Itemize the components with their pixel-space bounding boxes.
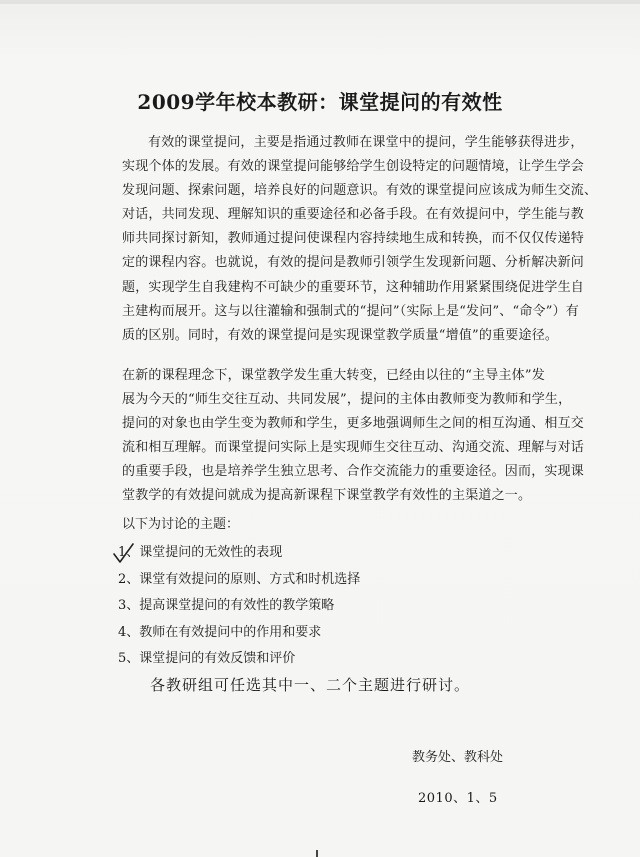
topic-number: 4、	[118, 624, 140, 640]
closing-instruction: 各教研组可任选其中一、二个主题进行研讨。	[150, 676, 471, 694]
topic-text: 课堂提问的无效性的表现	[139, 545, 283, 560]
paragraph-line: 质的区别。同时，有效的课堂提问是实现课堂教学质量“增值”的重要途径。	[122, 327, 559, 343]
paragraph-1	[122, 131, 598, 348]
paragraph-line: 的重要手段，也是培养学生独立思考、合作交流能力的重要途径。因而，实现课	[122, 464, 585, 480]
scan-artifact	[316, 850, 318, 857]
topic-text: 教师在有效提问中的作用和要求	[139, 624, 322, 640]
topic-text: 提高课堂提问的有效性的教学策略	[139, 598, 335, 613]
paragraph-line: 流和相互理解。而课堂提问实际上是实现师生交往互动、沟通交流、理解与对话	[122, 440, 585, 456]
topic-number: 3、	[118, 598, 140, 613]
paragraph-line: 对话，共同发现、理解知识的重要途径和必备手段。在有效提问中，学生能与教	[122, 207, 585, 223]
topic-number: 2、	[118, 571, 140, 587]
topics-intro: 以下为讨论的主题：	[122, 517, 240, 532]
topic-item	[118, 620, 360, 647]
topics-list	[118, 540, 360, 673]
paragraph-line: 实现个体的发展。有效的课堂提问能够给学生创设特定的问题情境，让学生学会	[122, 159, 585, 175]
paragraph-line: 展为今天的“师生交往互动、共同发展”，提问的主体由教师变为教师和学生，	[122, 392, 572, 408]
paragraph-line: 有效的课堂提问，主要是指通过教师在课堂中的提问，学生能够获得进步，	[148, 135, 584, 150]
paragraph-line: 定的课程内容。也就说，有效的提问是教师引领学生发现新问题、分析解决新问	[122, 255, 585, 271]
issuing-department: 教务处、教科处	[412, 750, 504, 765]
paragraph-line: 堂教学的有效提问就成为提高新课程下课堂教学有效性的主渠道之一。	[122, 488, 532, 504]
paragraph-line: 题，实现学生自我建构不可缺少的重要环节，这种辅助作用紧紧围绕促进学生自	[122, 279, 585, 295]
topic-item	[118, 540, 360, 567]
paragraph-line: 主建构而展开。这与以往灌输和强制式的“提问”（实际上是“发问”、“命令”）有	[122, 303, 579, 319]
paragraph-2	[122, 364, 585, 509]
paragraph-line: 在新的课程理念下，课堂教学发生重大转变，已经由以往的“主导主体”发	[122, 368, 545, 383]
topic-item	[118, 567, 360, 594]
topic-number: 1、	[118, 545, 140, 560]
document-title: 2009学年校本教研：课堂提问的有效性	[137, 90, 503, 114]
issue-date: 2010、1、5	[418, 791, 498, 806]
paragraph-line: 发现问题、探索问题，培养良好的问题意识。有效的课堂提问应该成为师生交流、	[122, 183, 598, 199]
paragraph-line: 师共同探讨新知，教师通过提问使课程内容持续地生成和转换，而不仅仅传递特	[122, 231, 585, 247]
scan-edge	[0, 0, 640, 4]
topic-text: 课堂提问的有效反馈和评价	[139, 651, 296, 666]
topic-item	[118, 593, 360, 620]
topic-number: 5、	[118, 651, 140, 666]
topic-item	[118, 646, 360, 673]
paragraph-line: 提问的对象也由学生变为教师和学生，更多地强调师生之间的相互沟通、相互交	[122, 416, 585, 432]
handwritten-check-icon	[111, 541, 135, 565]
topic-text: 课堂有效提问的原则、方式和时机选择	[139, 571, 361, 587]
